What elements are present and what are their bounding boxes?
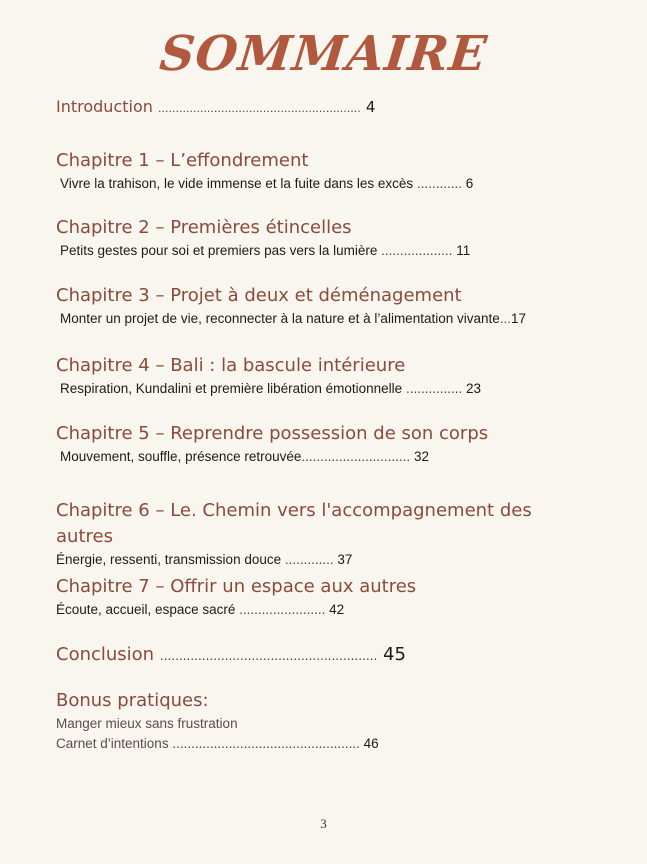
bonus-item-2-text: Carnet d’intentions: [56, 736, 169, 751]
bonus-item-2-page: 46: [363, 736, 379, 751]
chapter-6-subtitle: [56, 550, 616, 570]
chapter-4-title: Chapitre 4 – Bali : la bascule intérieure: [56, 355, 406, 376]
conclusion-page: 45: [383, 644, 406, 665]
chapter-5-leader: .............................: [301, 449, 411, 464]
toc-chapter-2[interactable]: [56, 215, 616, 261]
chapter-6-title: Chapitre 6 – Le. Chemin vers l'accompagnement des autres: [56, 500, 532, 547]
toc-chapter-4[interactable]: [56, 353, 616, 399]
chapter-2-page: 11: [456, 243, 471, 258]
chapter-4-leader: ...............: [405, 381, 463, 396]
toc-chapter-5[interactable]: [56, 421, 616, 467]
chapter-2-title: Chapitre 2 – Premières étincelles: [56, 217, 352, 238]
chapter-5-subtitle-text: Mouvement, souffle, présence retrouvée: [60, 449, 302, 464]
chapter-1-leader: ............: [416, 176, 462, 191]
chapter-4-page: 23: [466, 381, 482, 396]
chapter-4-subtitle: [56, 379, 616, 399]
chapter-2-subtitle: [56, 241, 616, 261]
bonus-title: Bonus pratiques:: [56, 690, 209, 711]
chapter-5-page: 32: [413, 449, 429, 464]
introduction-leader: ..........................................................: [157, 102, 361, 115]
chapter-1-subtitle: [56, 174, 616, 194]
chapter-6-leader: .............: [284, 552, 334, 567]
chapter-4-subtitle-text: Respiration, Kundalini et première libération émotionnelle: [60, 381, 403, 396]
toc-chapter-3[interactable]: [56, 283, 616, 329]
introduction-page: 4: [365, 98, 376, 116]
chapter-5-title: Chapitre 5 – Reprendre possession de son corps: [56, 423, 489, 444]
bonus-item-2: [56, 734, 616, 754]
toc-conclusion[interactable]: [56, 642, 616, 669]
chapter-5-subtitle: [56, 447, 616, 467]
chapter-3-title: Chapitre 3 – Projet à deux et déménagement: [56, 285, 462, 306]
chapter-7-leader: .......................: [239, 602, 326, 617]
conclusion-leader: .........................................................: [159, 649, 378, 663]
chapter-7-page: 42: [329, 602, 345, 617]
chapter-3-subtitle-text: Monter un projet de vie, reconnecter à la nature et à l’alimentation vivante: [60, 311, 500, 326]
chapter-7-title: Chapitre 7 – Offrir un espace aux autres: [56, 576, 417, 597]
chapter-7-subtitle: [56, 600, 616, 620]
toc-chapter-7[interactable]: [56, 574, 616, 620]
chapter-2-subtitle-text: Petits gestes pour soi et premiers pas vers la lumière: [60, 243, 378, 258]
toc-bonus[interactable]: [56, 688, 616, 754]
bonus-item-1: Manger mieux sans frustration: [56, 716, 238, 731]
toc-chapter-1[interactable]: [56, 148, 616, 194]
chapter-2-leader: ...................: [381, 243, 453, 258]
bonus-item-2-leader: ..................................................: [172, 736, 360, 751]
chapter-1-page: 6: [465, 176, 474, 191]
toc-introduction[interactable]: [56, 94, 616, 122]
chapter-6-subtitle-text: Énergie, ressenti, transmission douce: [56, 552, 282, 567]
chapter-6-page: 37: [337, 552, 353, 567]
chapter-3-page: 17: [511, 311, 527, 326]
page-title: SOMMAIRE: [157, 26, 490, 82]
chapter-3-subtitle: [56, 309, 616, 329]
toc-chapter-6[interactable]: [56, 498, 616, 570]
page-number: 3: [320, 816, 327, 831]
chapter-1-subtitle-text: Vivre la trahison, le vide immense et la fuite dans les excès: [60, 176, 414, 191]
conclusion-label: Conclusion: [56, 644, 155, 665]
introduction-label: Introduction: [56, 97, 153, 116]
chapter-1-title: Chapitre 1 – L’effondrement: [56, 150, 309, 171]
chapter-7-subtitle-text: Écoute, accueil, espace sacré: [56, 602, 236, 617]
chapter-3-leader: ...: [499, 311, 512, 326]
